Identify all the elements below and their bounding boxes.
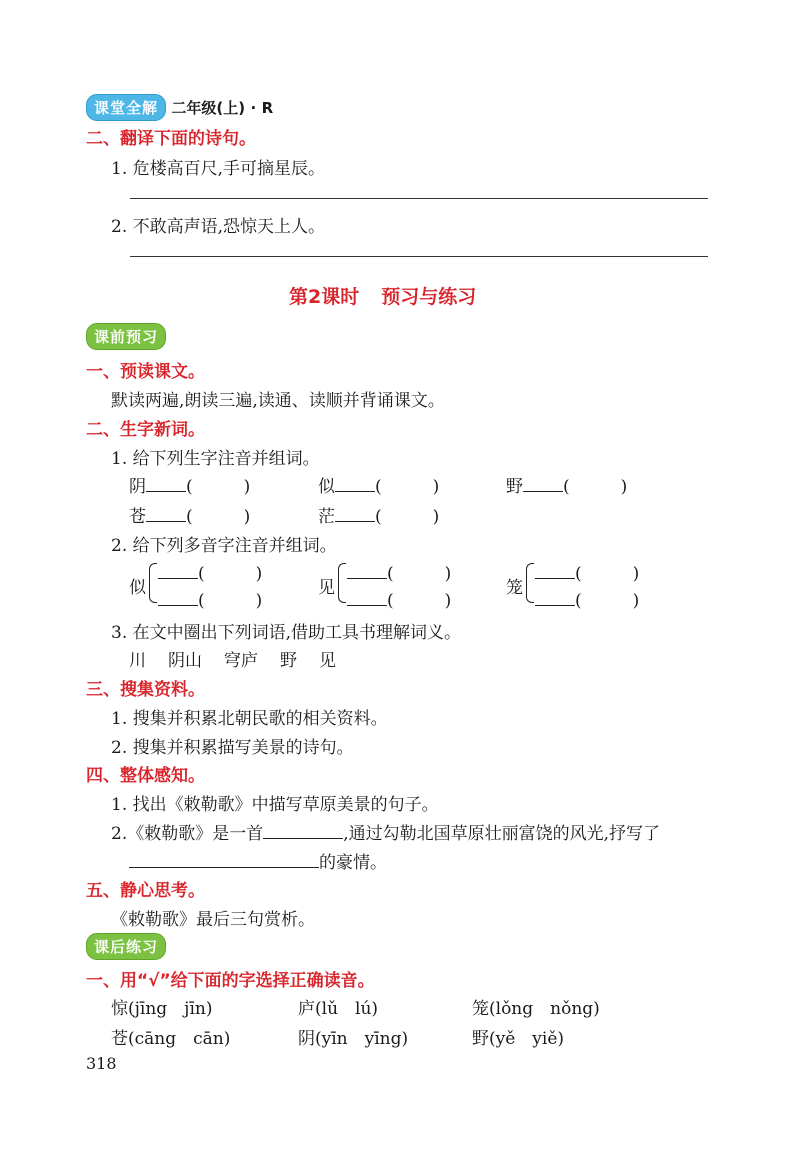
char: 茫 bbox=[318, 507, 335, 527]
preview-badge: 课前预习 bbox=[86, 323, 166, 350]
word-paren[interactable]: ( ) bbox=[186, 477, 251, 497]
s2-heading: 二、生字新词。 bbox=[86, 420, 205, 440]
s3-item-1: 1. 搜集并积累北朝民歌的相关资料。 bbox=[111, 709, 388, 729]
word-paren[interactable]: ( ) bbox=[563, 477, 628, 497]
pinyin-blank[interactable] bbox=[523, 491, 563, 492]
s4-item-2-part-b: ,通过勾勒北国草原壮丽富饶的风光,抒写了 bbox=[343, 824, 661, 844]
s5-text: 《敕勒歌》最后三句赏析。 bbox=[111, 910, 315, 930]
lesson-number: 第2课时 bbox=[289, 286, 360, 308]
s5-heading: 五、静心思考。 bbox=[86, 881, 205, 901]
char-entry-茫 bbox=[318, 502, 447, 527]
word-paren[interactable]: ( ) bbox=[198, 564, 263, 584]
word-paren[interactable]: ( ) bbox=[198, 591, 263, 611]
translate-item-1: 1. 危楼高百尺,手可摘星辰。 bbox=[111, 159, 326, 179]
word-paren[interactable]: ( ) bbox=[387, 591, 452, 611]
page-header bbox=[86, 94, 273, 121]
char: 阴 bbox=[129, 477, 146, 497]
brace bbox=[338, 563, 346, 603]
poly-char-1: 似 bbox=[129, 578, 146, 598]
lesson-title bbox=[289, 282, 476, 309]
word-list bbox=[129, 646, 336, 671]
fill-blank-2[interactable] bbox=[129, 867, 319, 868]
exercise-badge: 课后练习 bbox=[86, 933, 166, 960]
brace bbox=[526, 563, 534, 603]
word-paren[interactable]: ( ) bbox=[575, 591, 640, 611]
poly-line bbox=[535, 586, 639, 611]
word-1: 川 bbox=[129, 651, 146, 671]
s3-item-2: 2. 搜集并积累描写美景的诗句。 bbox=[111, 738, 354, 758]
poly-line bbox=[535, 559, 639, 584]
e1-option-5[interactable]: 阴(yīn yīng) bbox=[298, 1029, 409, 1049]
s1-text: 默读两遍,朗读三遍,读通、读顺并背诵课文。 bbox=[111, 391, 445, 411]
pinyin-blank[interactable] bbox=[535, 605, 575, 606]
header-badge: 课堂全解 bbox=[86, 94, 166, 121]
e1-option-3[interactable]: 笼(lǒng nǒng) bbox=[472, 999, 600, 1019]
char-entry-阴 bbox=[129, 472, 258, 497]
s4-item-2 bbox=[111, 819, 660, 844]
s4-item-2-cont bbox=[129, 848, 387, 873]
page-number: 318 bbox=[86, 1054, 117, 1073]
translate-heading: 二、翻译下面的诗句。 bbox=[86, 129, 256, 149]
s2-q2: 2. 给下列多音字注音并组词。 bbox=[111, 536, 337, 556]
header-edition: R bbox=[261, 99, 274, 117]
s2-q1: 1. 给下列生字注音并组词。 bbox=[111, 449, 320, 469]
pinyin-blank[interactable] bbox=[335, 521, 375, 522]
brace bbox=[149, 563, 157, 603]
word-paren[interactable]: ( ) bbox=[387, 564, 452, 584]
word-paren[interactable]: ( ) bbox=[575, 564, 640, 584]
e1-option-1[interactable]: 惊(jīng jīn) bbox=[111, 999, 213, 1019]
poly-line bbox=[158, 559, 262, 584]
s4-heading: 四、整体感知。 bbox=[86, 766, 205, 786]
header-dot: · bbox=[250, 99, 257, 117]
pinyin-blank[interactable] bbox=[335, 491, 375, 492]
pinyin-blank[interactable] bbox=[158, 605, 198, 606]
poly-char-3: 笼 bbox=[506, 578, 523, 598]
s4-item-2-part-c: 的豪情。 bbox=[319, 853, 387, 873]
char: 苍 bbox=[129, 507, 146, 527]
e1-option-4[interactable]: 苍(cāng cān) bbox=[111, 1029, 231, 1049]
fill-blank-1[interactable] bbox=[263, 838, 343, 839]
s1-heading: 一、预读课文。 bbox=[86, 362, 205, 382]
word-paren[interactable]: ( ) bbox=[375, 507, 440, 527]
poly-line bbox=[347, 559, 451, 584]
word-2: 阴山 bbox=[168, 651, 202, 671]
e1-option-6[interactable]: 野(yě yiě) bbox=[472, 1029, 565, 1049]
s4-item-1: 1. 找出《敕勒歌》中描写草原美景的句子。 bbox=[111, 795, 439, 815]
e1-option-2[interactable]: 庐(lǔ lú) bbox=[298, 999, 379, 1019]
word-paren[interactable]: ( ) bbox=[375, 477, 440, 497]
e1-heading: 一、用“√”给下面的字选择正确读音。 bbox=[86, 971, 375, 991]
poly-line bbox=[347, 586, 451, 611]
char: 似 bbox=[318, 477, 335, 497]
pinyin-blank[interactable] bbox=[347, 605, 387, 606]
lesson-name: 预习与练习 bbox=[381, 286, 477, 308]
word-5: 见 bbox=[319, 651, 336, 671]
char: 野 bbox=[506, 477, 523, 497]
s2-q3: 3. 在文中圈出下列词语,借助工具书理解词义。 bbox=[111, 623, 462, 643]
poly-char-2: 见 bbox=[318, 578, 335, 598]
word-paren[interactable]: ( ) bbox=[186, 507, 251, 527]
pinyin-blank[interactable] bbox=[535, 578, 575, 579]
pinyin-blank[interactable] bbox=[347, 578, 387, 579]
s4-item-2-part-a: 2.《敕勒歌》是一首 bbox=[111, 824, 264, 844]
word-4: 野 bbox=[280, 651, 297, 671]
char-entry-苍 bbox=[129, 502, 258, 527]
answer-line-2[interactable] bbox=[130, 256, 708, 257]
answer-line-1[interactable] bbox=[130, 198, 708, 199]
word-3: 穹庐 bbox=[224, 651, 258, 671]
char-entry-野 bbox=[506, 472, 635, 497]
pinyin-blank[interactable] bbox=[146, 521, 186, 522]
char-entry-似 bbox=[318, 472, 447, 497]
poly-line bbox=[158, 586, 262, 611]
header-grade: 二年级(上) bbox=[171, 99, 246, 117]
pinyin-blank[interactable] bbox=[146, 491, 186, 492]
translate-item-2: 2. 不敢高声语,恐惊天上人。 bbox=[111, 217, 326, 237]
s3-heading: 三、搜集资料。 bbox=[86, 680, 205, 700]
pinyin-blank[interactable] bbox=[158, 578, 198, 579]
